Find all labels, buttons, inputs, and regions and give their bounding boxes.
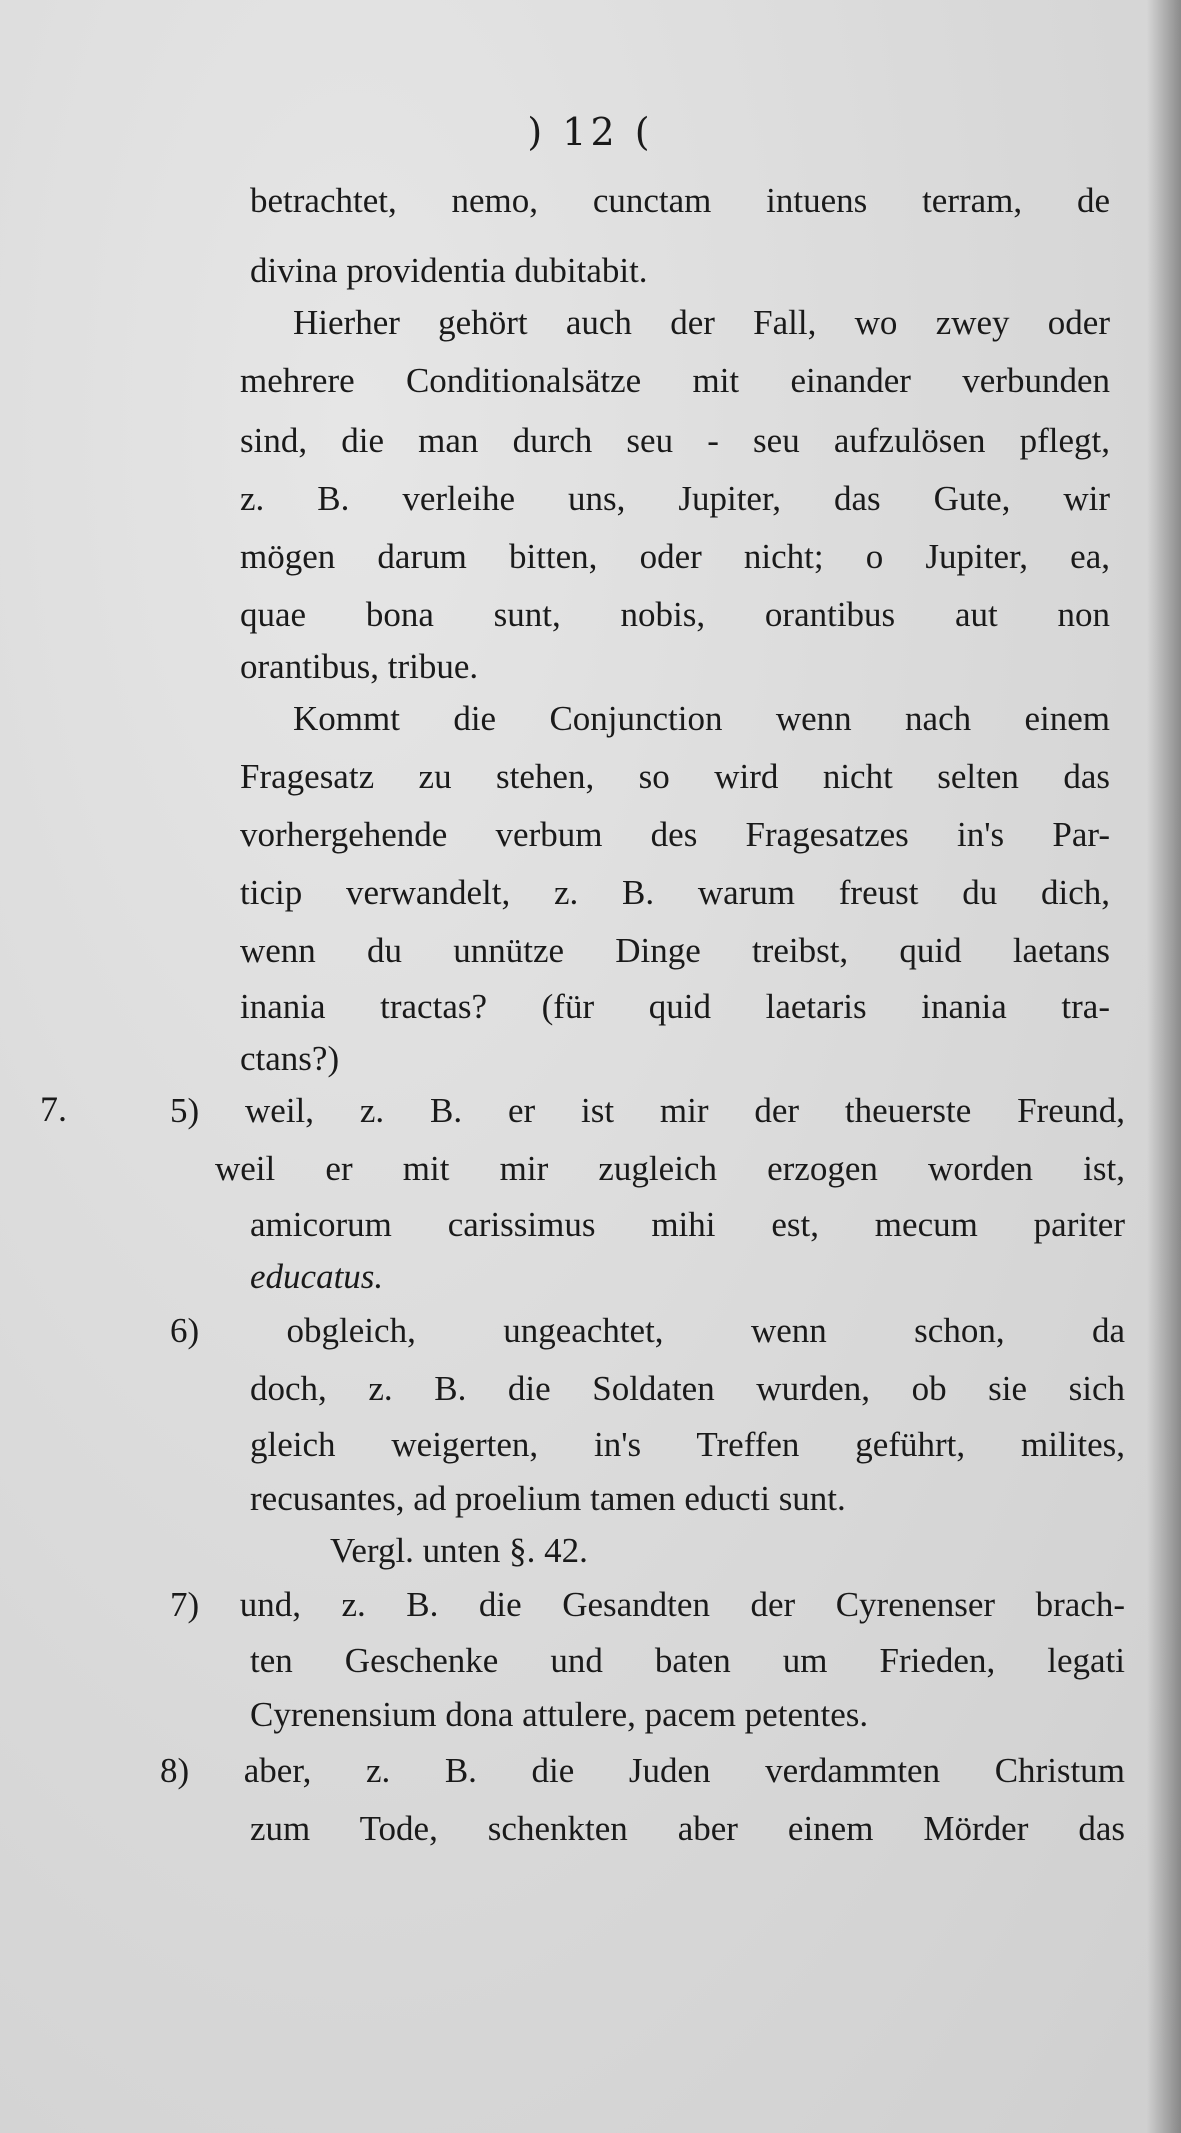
text-line: quae bona sunt, nobis, orantibus aut non [240,595,1110,634]
list-item-line: zum Tode, schenkten aber einem Mörder das [250,1809,1125,1848]
text-line: vorhergehende verbum des Fragesatzes in's Par- [240,815,1110,854]
list-item-line: 7) und, z. B. die Gesandten der Cyrenenser brach- [170,1585,1125,1624]
text-line: sind, die man durch seu - seu aufzulösen pflegt, [240,421,1110,460]
text-line: inania tractas? (für quid laetaris inania tra- [240,987,1110,1026]
text-line: Fragesatz zu stehen, so wird nicht selten das [240,757,1110,796]
list-item-line: 5) weil, z. B. er ist mir der theuerste Freund, [170,1091,1125,1130]
text-line: mehrere Conditionalsätze mit einander verbunden [240,361,1110,400]
list-item-line: amicorum carissimus mihi est, mecum pariter [250,1205,1125,1244]
list-item-line: ten Geschenke und baten um Frieden, legati [250,1641,1125,1680]
text-line: z. B. verleihe uns, Jupiter, das Gute, wir [240,479,1110,518]
list-item-line: weil er mit mir zugleich erzogen worden ist, [215,1149,1125,1188]
list-item-line: gleich weigerten, in's Treffen geführt, milites, [250,1425,1125,1464]
text-line: divina providentia dubitabit. [250,251,648,290]
list-item-line: educatus. [250,1257,384,1296]
page-number: ) 12 ( [527,110,654,154]
text-line: orantibus, tribue. [240,647,479,686]
list-item-line: doch, z. B. die Soldaten wurden, ob sie sich [250,1369,1125,1408]
text-line: mögen darum bitten, oder nicht; o Jupiter, ea, [240,537,1110,576]
list-item-line: Vergl. unten §. 42. [330,1531,588,1570]
text-line: ticip verwandelt, z. B. warum freust du dich, [240,873,1110,912]
margin-section-number: 7. [40,1089,67,1129]
text-line: wenn du unnütze Dinge treibst, quid laetans [240,931,1110,970]
page-edge-shadow [1147,0,1181,2133]
list-item-line: recusantes, ad proelium tamen educti sunt. [250,1479,846,1518]
text-line: betrachtet, nemo, cunctam intuens terram, de [250,181,1110,220]
text-line: Kommt die Conjunction wenn nach einem [293,699,1110,738]
text-line: ctans?) [240,1039,340,1078]
list-item-line: 6) obgleich, ungeachtet, wenn schon, da [170,1311,1125,1350]
text-line: Hierher gehört auch der Fall, wo zwey oder [293,303,1110,342]
list-item-line: 8) aber, z. B. die Juden verdammten Christum [160,1751,1125,1790]
list-item-line: Cyrenensium dona attulere, pacem petentes. [250,1695,869,1734]
